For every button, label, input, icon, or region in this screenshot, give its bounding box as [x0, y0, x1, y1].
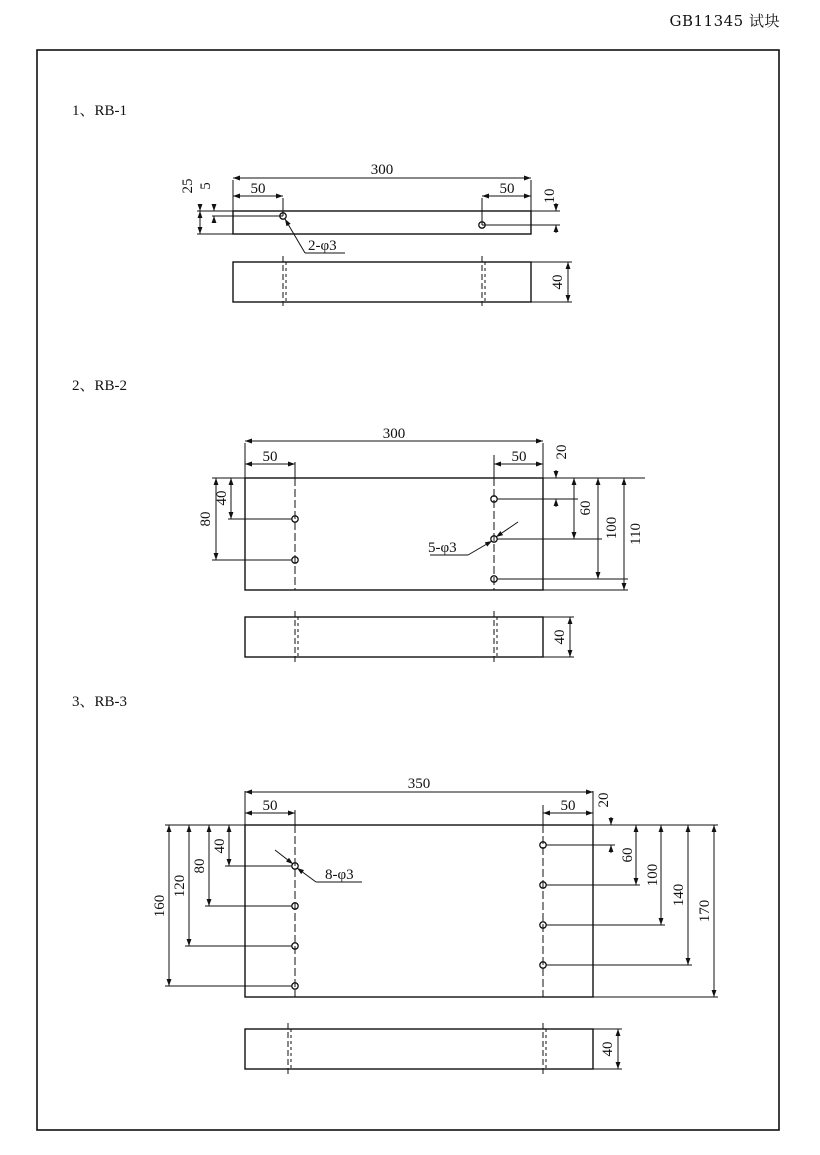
rb2-dim-110: 110 — [628, 523, 644, 545]
rb1-dim-10: 10 — [542, 188, 558, 204]
rb3-hole-callout: 8-φ3 — [325, 867, 354, 883]
rb1-dim-5: 5 — [198, 182, 214, 190]
rb1-side-height: 40 — [550, 274, 566, 290]
rb2-heading: 2、RB-2 — [72, 378, 128, 394]
rb2-side-view — [245, 617, 543, 657]
rb2-dim-40: 40 — [214, 490, 230, 506]
rb2-dim-100: 100 — [604, 516, 620, 540]
rb2-dim-20: 20 — [554, 444, 570, 460]
rb1-length-label: 300 — [370, 162, 394, 178]
rb1-top-view — [233, 211, 531, 234]
rb3-dim-170: 170 — [697, 899, 713, 923]
rb3-dim-160: 160 — [152, 894, 168, 918]
rb2-side-height: 40 — [552, 629, 568, 645]
rb3-top-view — [245, 825, 593, 997]
rb1-drawing — [197, 178, 572, 306]
rb2-left-offset-label: 50 — [262, 449, 278, 465]
rb3-side-height: 40 — [600, 1041, 616, 1057]
rb1-dim-25: 25 — [180, 178, 196, 194]
rb2-hole-callout: 5-φ3 — [428, 540, 457, 556]
rb2-dim-80: 80 — [198, 511, 214, 527]
rb3-dim-40: 40 — [212, 838, 228, 854]
rb3-length-label: 350 — [407, 776, 431, 792]
rb3-dim-100: 100 — [645, 863, 661, 887]
rb2-dim-60: 60 — [578, 500, 594, 516]
rb3-side-view — [245, 1029, 593, 1069]
rb3-dim-60: 60 — [620, 847, 636, 863]
rb3-dim-20: 20 — [596, 792, 612, 808]
rb3-left-offset-label: 50 — [262, 798, 278, 814]
rb1-right-offset-label: 50 — [499, 181, 515, 197]
rb1-side-view — [233, 262, 531, 302]
rb3-dim-80: 80 — [192, 858, 208, 874]
rb2-length-label: 300 — [382, 426, 406, 442]
rb2-right-offset-label: 50 — [511, 449, 527, 465]
rb1-hole-callout: 2-φ3 — [308, 238, 337, 254]
rb3-right-offset-label: 50 — [560, 798, 576, 814]
rb1-heading: 1、RB-1 — [72, 103, 128, 119]
rb3-drawing — [165, 791, 718, 1075]
standard-code: GB11345 试块 — [669, 12, 780, 30]
rb3-dim-140: 140 — [671, 883, 687, 907]
rb2-top-view — [245, 478, 543, 590]
rb1-left-offset-label: 50 — [250, 181, 266, 197]
rb3-dim-120: 120 — [172, 874, 188, 898]
rb3-heading: 3、RB-3 — [72, 694, 128, 710]
